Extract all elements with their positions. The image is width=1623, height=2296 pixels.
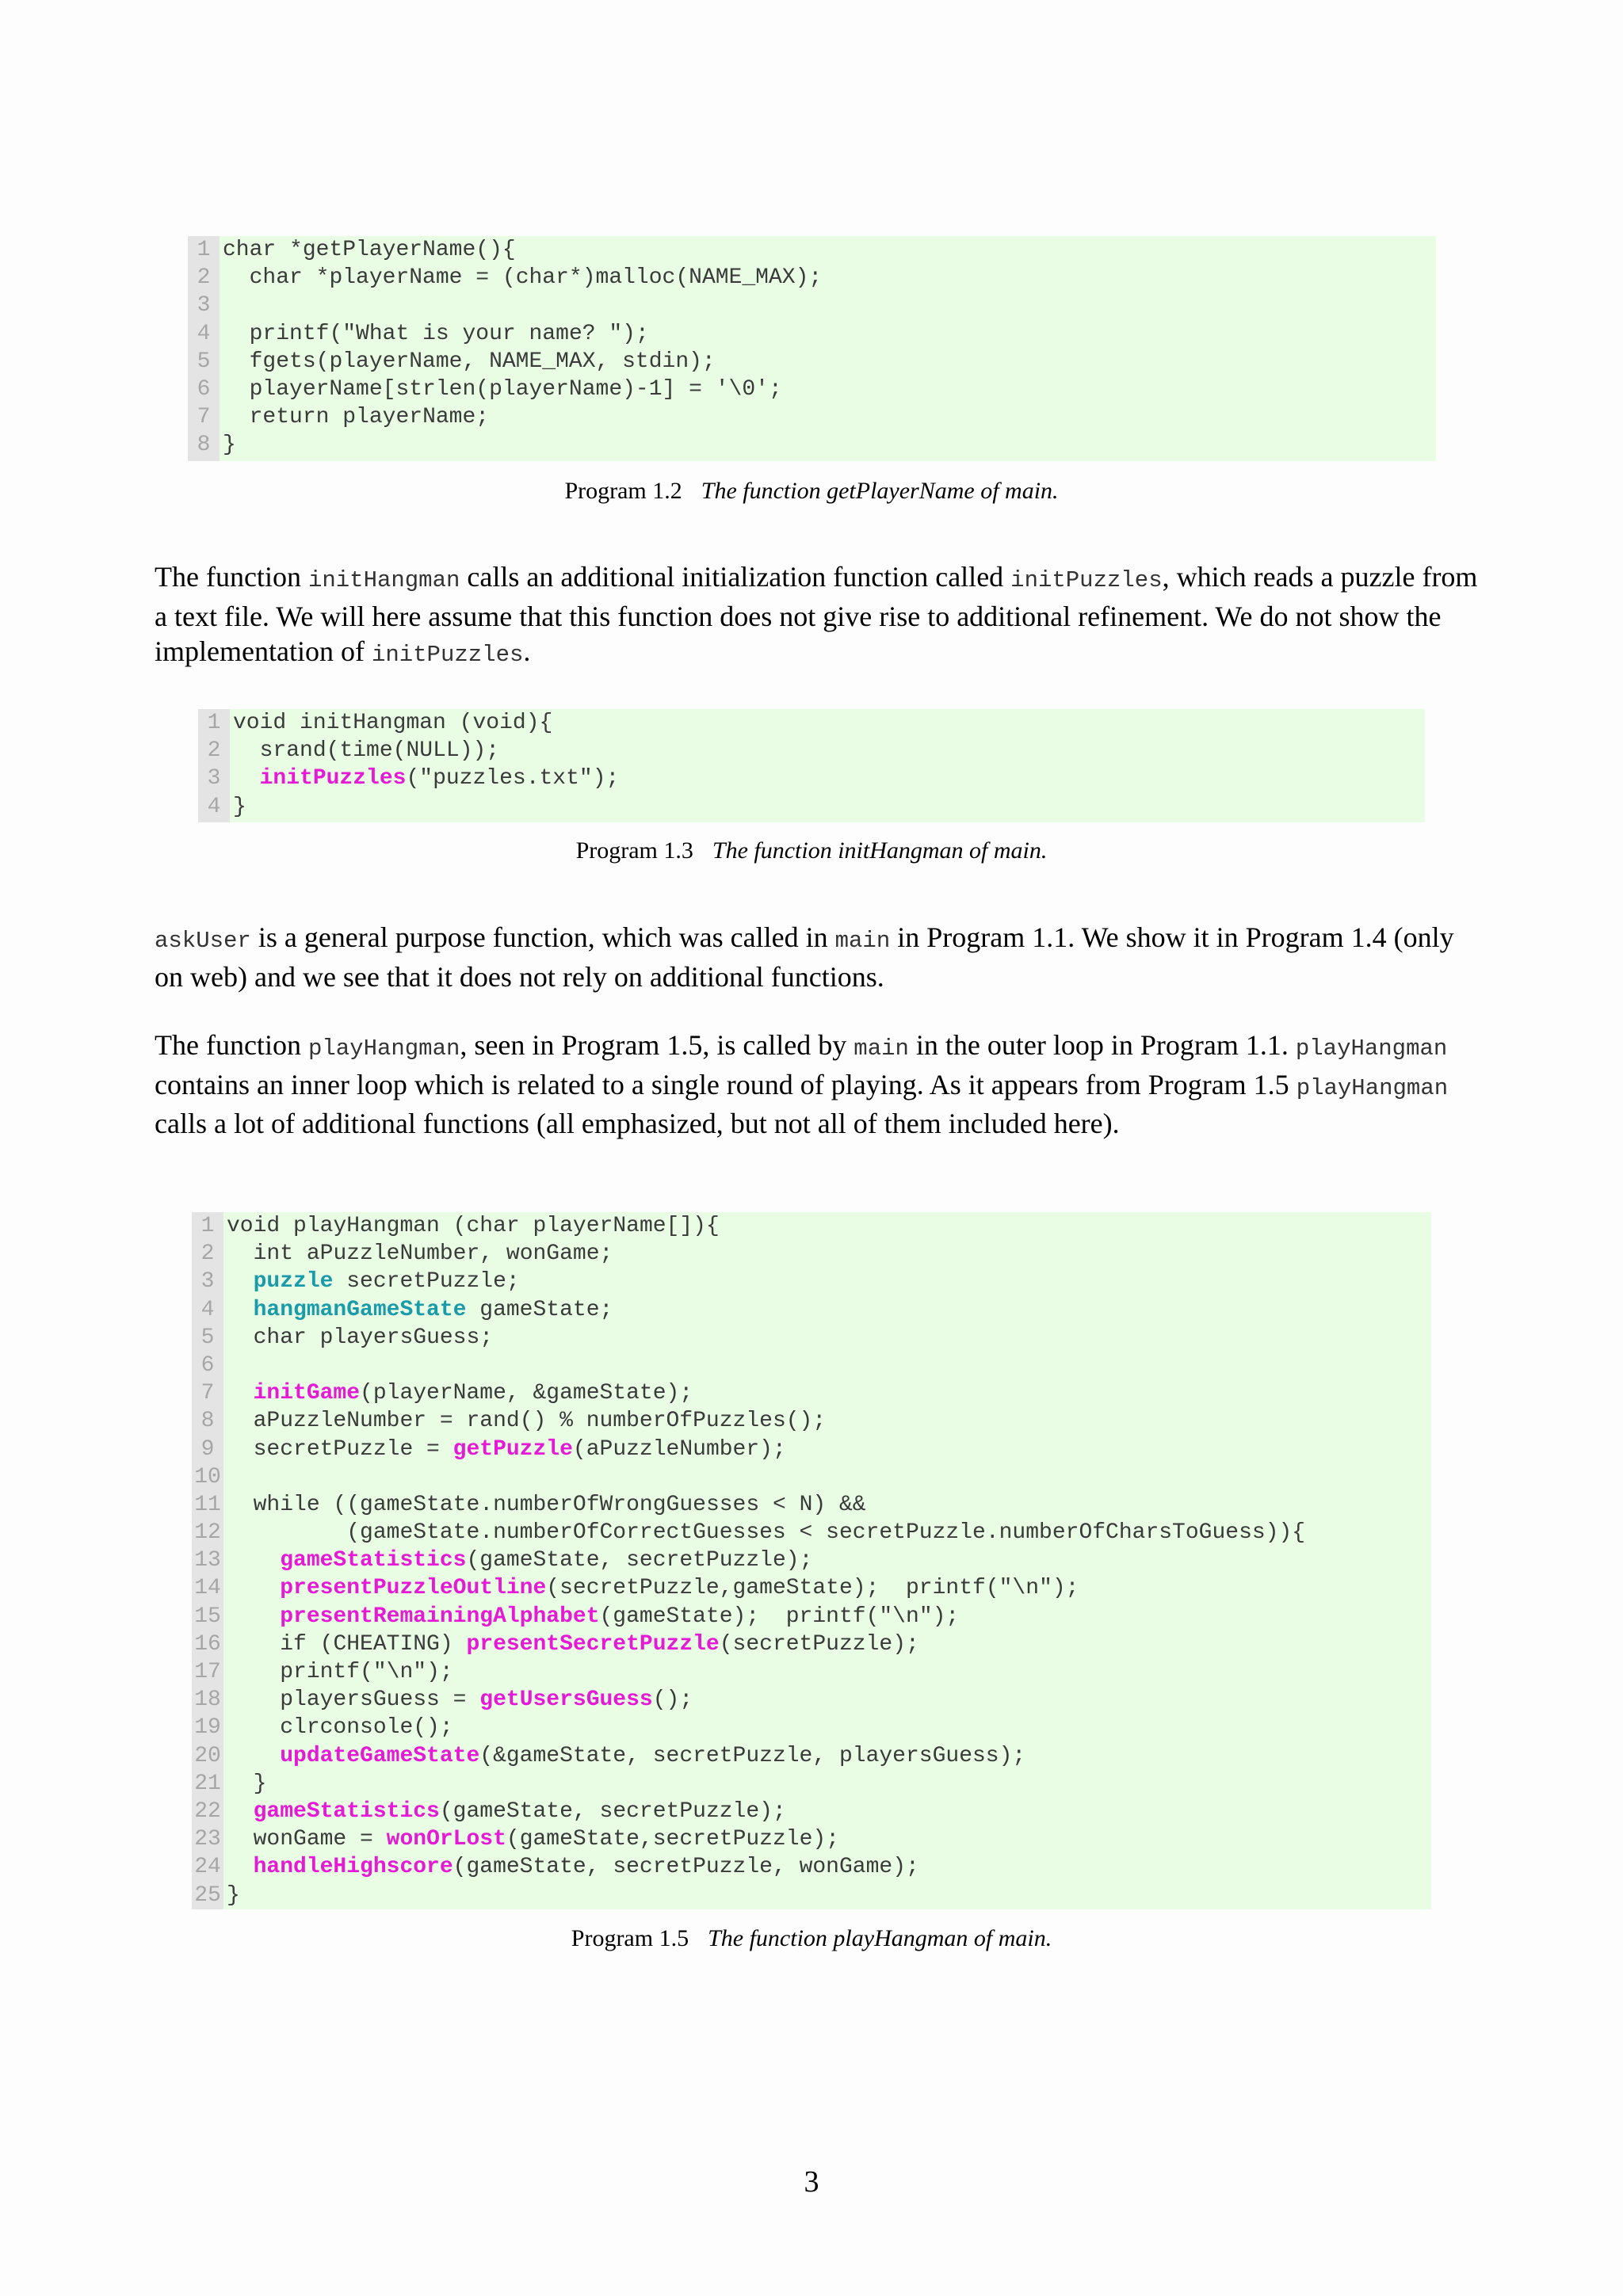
line-number-gutter	[198, 709, 230, 822]
function-call: presentSecretPuzzle	[466, 1631, 720, 1657]
text: , which reads a puzzle from a text file. We will here assume that this function does not give rise to additional refinement. We do not show the implementation of	[155, 561, 1478, 667]
line-number: 11	[194, 1492, 221, 1517]
code-line: fgets(playerName, NAME_MAX, stdin);	[249, 349, 716, 374]
line-number: 6	[197, 376, 211, 402]
line-number: 9	[200, 1436, 215, 1462]
inline-code: main	[834, 928, 891, 954]
code-line: char *getPlayerName(){	[223, 238, 516, 262]
function-call: wonOrLost	[386, 1827, 506, 1852]
line-number: 23	[194, 1827, 221, 1852]
code-listing-program-1-5	[192, 1212, 1431, 1909]
code-line: presentPuzzleOutline(secretPuzzle,gameState); printf("\n");	[280, 1576, 1079, 1601]
line-number: 18	[194, 1688, 221, 1713]
function-call: updateGameState	[280, 1743, 480, 1768]
line-number: 8	[200, 1409, 215, 1434]
text: in the outer loop in Program 1.1.	[908, 1029, 1296, 1061]
line-number: 21	[194, 1771, 221, 1796]
code-line: presentRemainingAlphabet(gameState); printf("\n");	[280, 1604, 960, 1629]
line-number: 16	[194, 1631, 221, 1657]
inline-code: initPuzzles	[1010, 567, 1163, 593]
code-listing-program-1-2	[188, 236, 1436, 461]
code-body	[230, 709, 1425, 822]
function-call: handleHighscore	[253, 1855, 453, 1880]
code-line: int aPuzzleNumber, wonGame;	[253, 1241, 613, 1267]
code-line: initGame(playerName, &gameState);	[253, 1381, 693, 1406]
caption-text: The function playHangman of main.	[708, 1925, 1052, 1951]
line-number: 2	[197, 265, 211, 291]
line-number: 13	[194, 1548, 221, 1573]
line-number: 6	[200, 1352, 215, 1378]
function-call: getUsersGuess	[479, 1688, 653, 1713]
line-number: 2	[207, 738, 221, 764]
code-line	[220, 292, 1436, 319]
type-name: puzzle	[253, 1269, 334, 1295]
code-line: playerName[strlen(playerName)-1] = '\0';	[249, 376, 782, 402]
code-line: initPuzzles("puzzles.txt");	[259, 766, 620, 791]
code-line: secretPuzzle = getPuzzle(aPuzzleNumber);	[253, 1436, 786, 1462]
line-number: 4	[207, 794, 221, 819]
paragraph-inithangman	[155, 559, 1486, 673]
text: The function	[155, 1029, 308, 1061]
caption-program-1-2	[0, 478, 1623, 505]
code-line: }	[233, 794, 246, 819]
line-number: 17	[194, 1660, 221, 1684]
code-line: char *playerName = (char*)malloc(NAME_MAX);	[249, 265, 823, 291]
inline-code: playHangman	[1295, 1035, 1448, 1062]
caption-label: Program 1.2	[564, 478, 682, 504]
code-line: printf("What is your name? ");	[249, 321, 649, 346]
function-call: initPuzzles	[259, 766, 407, 791]
line-number-gutter	[192, 1212, 223, 1909]
code-line: srand(time(NULL));	[259, 738, 500, 764]
line-number: 19	[194, 1715, 221, 1741]
inline-code: main	[854, 1035, 909, 1062]
caption-program-1-3	[0, 837, 1623, 864]
code-line: aPuzzleNumber = rand() % numberOfPuzzles();	[253, 1409, 827, 1434]
text: calls an additional initialization function called	[460, 561, 1011, 593]
code-line: puzzle secretPuzzle;	[253, 1269, 520, 1295]
code-line: return playerName;	[249, 405, 490, 430]
line-number: 20	[194, 1743, 221, 1768]
line-number-gutter	[188, 236, 220, 461]
inline-code: initHangman	[307, 567, 460, 593]
caption-label: Program 1.5	[571, 1925, 689, 1951]
caption-label: Program 1.3	[575, 837, 693, 864]
inline-code: initPuzzles	[371, 642, 524, 668]
type-name: hangmanGameState	[253, 1297, 467, 1322]
code-line: if (CHEATING) presentSecretPuzzle(secretPuzzle);	[280, 1631, 919, 1657]
code-body	[223, 1212, 1431, 1909]
line-number: 8	[197, 433, 211, 458]
function-call: gameStatistics	[280, 1548, 467, 1573]
code-body	[220, 236, 1436, 461]
function-call: gameStatistics	[253, 1798, 440, 1824]
line-number: 25	[194, 1882, 221, 1908]
line-number: 5	[200, 1325, 215, 1350]
code-line: wonGame = wonOrLost(gameState,secretPuzzle);	[253, 1827, 839, 1852]
text: , seen in Program 1.5, is called by	[460, 1029, 854, 1061]
inline-code: playHangman	[307, 1035, 460, 1062]
text: .	[523, 635, 531, 667]
code-line: }	[223, 433, 236, 458]
text: The function	[155, 561, 308, 593]
caption-text: The function initHangman of main.	[712, 837, 1048, 864]
inline-code: askUser	[155, 928, 251, 954]
line-number: 1	[197, 238, 211, 262]
line-number: 3	[197, 293, 211, 318]
code-line: printf("\n");	[280, 1660, 453, 1684]
function-call: initGame	[253, 1381, 361, 1406]
caption-program-1-5	[0, 1925, 1623, 1952]
line-number: 1	[207, 711, 221, 735]
code-line: while ((gameState.numberOfWrongGuesses < N) &&	[253, 1492, 866, 1517]
line-number: 22	[194, 1798, 221, 1824]
line-number: 14	[194, 1576, 221, 1601]
line-number: 15	[194, 1604, 221, 1629]
code-line: gameStatistics(gameState, secretPuzzle);	[253, 1798, 786, 1824]
code-line: void initHangman (void){	[233, 711, 553, 735]
line-number: 3	[200, 1269, 215, 1295]
line-number: 3	[207, 766, 221, 791]
function-call: presentPuzzleOutline	[280, 1576, 547, 1601]
caption-text: The function getPlayerName of main.	[701, 478, 1059, 504]
text: in Program 1.1. We show it in Program 1.4 (only on web) and we see that it does not rely on additional functions.	[155, 921, 1454, 993]
code-line: (gameState.numberOfCorrectGuesses < secretPuzzle.numberOfCharsToGuess)){	[227, 1520, 1306, 1546]
page-number: 3	[804, 2165, 819, 2199]
code-listing-program-1-3	[198, 709, 1425, 822]
code-line: updateGameState(&gameState, secretPuzzle, playersGuess);	[280, 1743, 1026, 1768]
inline-code: playHangman	[1296, 1074, 1449, 1101]
text: contains an inner loop which is related to a single round of playing. As it appears from Program 1.5	[155, 1068, 1296, 1100]
line-number: 5	[197, 349, 211, 374]
text: calls a lot of additional functions (all emphasized, but not all of them included here).	[155, 1108, 1120, 1139]
paragraph-playhangman	[155, 1028, 1486, 1142]
code-line: playersGuess = getUsersGuess();	[280, 1688, 693, 1713]
line-number: 4	[197, 321, 211, 346]
line-number: 4	[200, 1297, 215, 1322]
line-number: 24	[194, 1855, 221, 1880]
code-line	[223, 1463, 1431, 1491]
code-line: gameStatistics(gameState, secretPuzzle);	[280, 1548, 813, 1573]
code-line: handleHighscore(gameState, secretPuzzle, wonGame);	[253, 1855, 919, 1880]
function-call: presentRemainingAlphabet	[280, 1604, 600, 1629]
code-line: hangmanGameState gameState;	[253, 1297, 613, 1322]
code-line: char playersGuess;	[253, 1325, 494, 1350]
line-number: 10	[194, 1464, 221, 1489]
code-line	[223, 1352, 1431, 1379]
function-call: getPuzzle	[453, 1436, 573, 1462]
paragraph-askuser	[155, 920, 1486, 994]
text: is a general purpose function, which was called in	[250, 921, 835, 953]
line-number: 2	[200, 1241, 215, 1267]
code-line: void playHangman (char playerName[]){	[227, 1214, 720, 1238]
code-line: }	[227, 1882, 240, 1908]
line-number: 12	[194, 1520, 221, 1546]
line-number: 1	[200, 1214, 215, 1238]
line-number: 7	[200, 1381, 215, 1406]
line-number: 7	[197, 405, 211, 430]
code-line: clrconsole();	[280, 1715, 453, 1741]
code-line: }	[227, 1771, 267, 1796]
